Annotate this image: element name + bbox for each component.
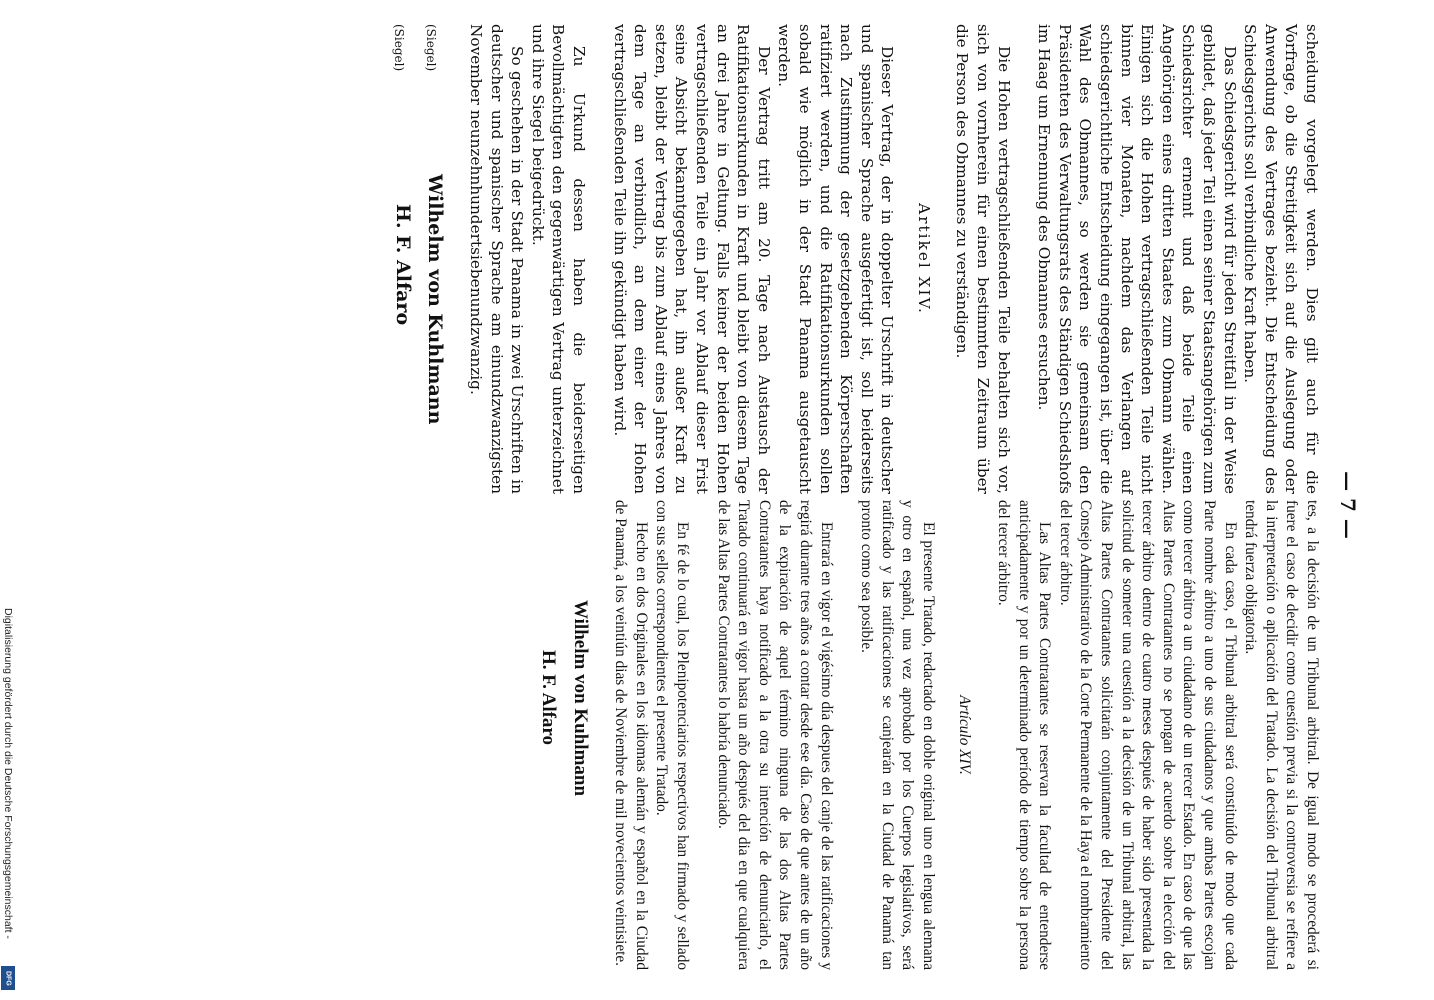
signatory-name: Wilhelm von Kuhlmann	[424, 174, 447, 425]
spanish-paragraph: El presente Tratado, redactado en doble original uno en lengua alemana y otro en español, una vez aprobado por los Cuerpos legislativos, será ratificado y las ratificaciones se canjearán en la Ciudad de Panamá tan pronto como sea posible.	[858, 500, 937, 970]
signatory-name: H. F. Alfaro	[392, 204, 415, 326]
german-paragraph: So geschehen in der Stadt Panama in zwei Urschriften in deutscher und spanischer Sprache am einundzwanzigsten November neunzehnhundertsiebenundzwanzig.	[467, 24, 527, 494]
spanish-paragraph: Hecho en dos Originales en los idiomas alemán y español en la Ciudad de Panamá, a los veintiún dias de Noviembre de mil novecientos veintisiete.	[612, 500, 650, 970]
german-paragraph: Dieser Vertrag, der in doppelter Urschrift in deutscher und spanischer Sprache ausgefertigt ist, soll beiderseits nach Zustimmung der gesetzgebenden Körperschaften ratifiziert werden, und die Ratifikationsurkunden sollen sobald wie möglich in der Stadt Panama ausgetauscht werden.	[775, 24, 897, 494]
spanish-paragraph: Entrará en vigor el vigésimo día despues del canje de las ratificaciones y regirá durante tres años a contar desde ese día. Caso de que antes de un año de la expiración de aquel término ninguna de las dos Altas Partes Contratantes haya notificado a la otra su intención de denunciarlo, el Tratado continuará en vigor hasta un año después del dia en que cualquiera de las Altas Partes Contratantes lo habría denunciado.	[714, 500, 835, 970]
spanish-paragraph: En fé de lo cual, los Plenipotenciarios respectivos han firmado y sellado con sus sellos correspondientes el presente Tratado.	[653, 500, 691, 970]
spanish-article-heading: Artículo XIV.	[956, 695, 974, 775]
digitization-credit	[0, 608, 16, 988]
dfg-logo-icon: DFG	[1, 966, 15, 990]
german-article-heading: Artikel XIV.	[914, 203, 933, 315]
german-signature-block	[381, 24, 451, 494]
german-paragraph: Zu Urkund dessen haben die beiderseitigen Bevollmächtigten den gegenwärtigen Vertrag unterzeichnet und ihre Siegel beigedrückt.	[528, 24, 588, 494]
spanish-paragraph: Las Altas Partes Contratantes se reservan la facultad de entenderse anticipadamente y por un determinado período de tiempo sobre la persona del tercer árbitro.	[995, 500, 1054, 970]
spanish-column	[526, 500, 1322, 970]
german-paragraph: Die Hohen vertragschließenden Teile behalten sich vor, sich von vornherein für einen bestimmten Zeitraum über die Person des Obmannes zu verständigen.	[953, 24, 1013, 494]
signatory-name: Wilhelm von Kuhlmann	[569, 600, 591, 797]
credit-text: Digitalisierung gefördert durch die Deutsche Forschungsgemeinschaft -	[2, 608, 14, 939]
german-paragraph: Der Vertrag tritt am 20. Tage nach Austausch der Ratifikationsurkunden in Kraft und bleibt von diesem Tage an drei Jahre in Geltung. Falls keiner der beiden Hohen vertragschließenden Teile ein Jahr vor Ablauf dieser Frist seine Absicht bekanntgegeben hat, ihn außer Kraft zu setzen, bleibt der Vertrag bis zum Ablauf eines Jahres von dem Tage an verbindlich, an dem einer der Hohen vertragschließenden Teile ihn gekündigt haben wird.	[610, 24, 773, 494]
spanish-paragraph: tes, a la decisión de un Tribunal arbitral. De igual modo se procederá si fuere el caso de decidir como cuestión previa si la controversia se refiere a la interpretación o aplicación del Tratado. La decisión del Tribunal arbitral tendrá fuerza obligatoria.	[1242, 500, 1321, 970]
seal-label: (Siegel)	[392, 24, 407, 72]
german-paragraph: scheidung vorgelegt werden. Dies gilt auch für die Vorfrage, ob die Streitigkeit sich auf die Auslegung oder Anwendung des Vertrages bezieht. Die Entscheidung des Schiedsgerichts soll verbindliche Kraft haben.	[1241, 24, 1321, 494]
spanish-signature-block	[526, 500, 596, 970]
spanish-paragraph: En cada caso, el Tribunal arbitral será constituído de modo que cada Parte nombre árbitro a uno de sus ciudadanos y que ambas Partes escojan como tercer árbitro a un ciudadano de un tercer Estado. En caso de que las Altas Partes Contratantes no se pongan de acuerdo sobre la elección del tercer árbitro dentro de cuatro meses después de haber sido presentada la solicitud de someter una cuestión a la decisión de un Tribunal arbitral, las Altas Partes Contratantes solicitarán conjuntamente del Presidente del Consejo Administrativo de la Corte Permanente de la Haya el nombramiento del tercer árbitro.	[1056, 500, 1239, 970]
german-column	[381, 24, 1322, 494]
german-paragraph: Das Schiedsgericht wird für jeden Streitfall in der Weise gebildet, daß jeder Teil einen seiner Staatsangehörigen zum Schiedsrichter ernennt und daß beide Teile einen Angehörigen eines dritten Staates zum Obmann wählen. Einigen sich die Hohen vertragschließenden Teile nicht binnen vier Monaten, nachdem das Verlangen auf schiedsgerichtliche Entscheidung eingegangen ist, über die Wahl des Obmannes, so werden sie gemeinsam den Präsidenten des Verwaltungsrats des Ständigen Schiedshofs im Haag um Ernennung des Obmannes ersuchen.	[1035, 24, 1239, 494]
signatory-name: H. F. Alfaro	[537, 650, 559, 746]
seal-label: (Siegel)	[424, 24, 439, 72]
document-page	[266, 0, 1366, 1000]
page-number: — 7 —	[1336, 471, 1360, 539]
